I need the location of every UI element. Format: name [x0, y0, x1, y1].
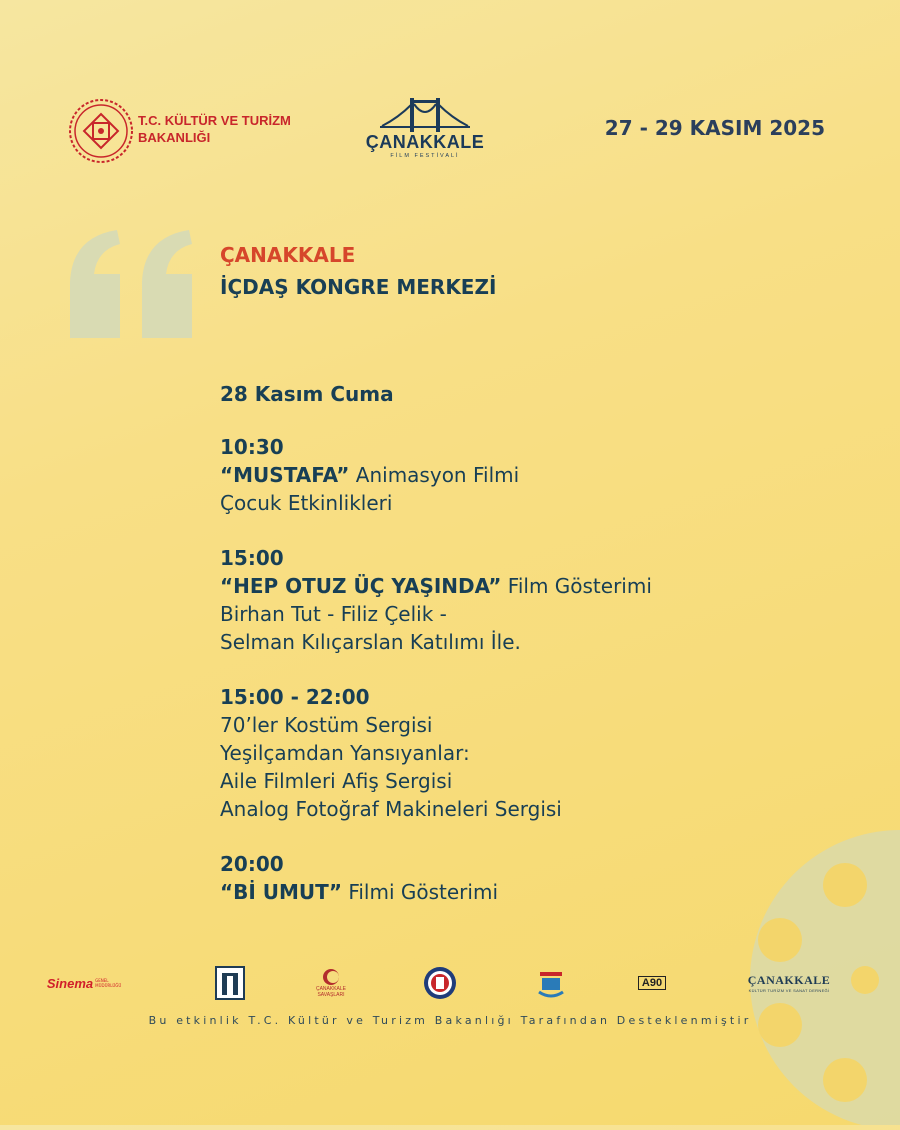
- ministry-seal-icon: [68, 98, 134, 164]
- festival-subtitle: FİLM FESTİVALİ: [390, 153, 460, 159]
- venue-name: İÇDAŞ KONGRE MERKEZİ: [220, 275, 497, 299]
- program-time: 20:00: [220, 852, 284, 876]
- canakkale-savaslari-logo: [310, 962, 352, 1004]
- event-dates: 27 - 29 KASIM 2025: [604, 116, 825, 140]
- program-time: 15:00: [220, 546, 284, 570]
- program-line: Yeşilçamdan Yansıyanlar:: [220, 741, 470, 765]
- venue-city: ÇANAKKALE: [220, 243, 356, 267]
- program-title-rest: Filmi Gösterimi: [341, 880, 499, 904]
- tower-logo-icon: [210, 962, 250, 1004]
- canakkale-dernek-logo: [745, 962, 833, 1004]
- program-title-rest: Film Gösterimi: [501, 574, 652, 598]
- footer-note: Bu etkinlik T.C. Kültür ve Turizm Bakanlığı Tarafından Desteklenmiştir: [148, 1014, 752, 1027]
- program-item: [220, 683, 840, 823]
- program-time: 15:00 - 22:00: [220, 685, 370, 709]
- a90-logo: [630, 962, 674, 1004]
- quote-mark-icon: [62, 222, 202, 342]
- program-time: 10:30: [220, 435, 284, 459]
- university-logo-icon: [420, 962, 460, 1004]
- savaslari-line2: SAVAŞLARI: [317, 992, 345, 998]
- program-line: Selman Kılıçarslan Katılımı İle.: [220, 630, 521, 654]
- dernek-subtitle: KÜLTÜR TURİZM VE SANAT DERNEĞİ: [748, 988, 830, 993]
- dernek-title: ÇANAKKALE: [747, 973, 831, 987]
- program-line: Birhan Tut - Filiz Çelik -: [220, 602, 447, 626]
- festival-logo: [360, 96, 490, 166]
- savaslari-line1: ÇANAKKALE: [315, 986, 346, 992]
- program-title: “Bİ UMUT”: [220, 880, 342, 904]
- bridge-icon: [380, 96, 470, 134]
- program-line: Aile Filmleri Afiş Sergisi: [220, 769, 453, 793]
- sinema-logo-sub: GENEL MÜDÜRLÜĞÜ: [95, 978, 122, 988]
- municipality-logo-icon: [530, 962, 572, 1004]
- program-line: Analog Fotoğraf Makineleri Sergisi: [220, 797, 562, 821]
- program-title: “MUSTAFA”: [220, 463, 350, 487]
- program-item: [220, 433, 840, 517]
- program-line: Çocuk Etkinlikleri: [220, 491, 393, 515]
- ministry-name-line2: BAKANLIĞI: [138, 130, 211, 145]
- crescent-icon: [322, 968, 340, 986]
- program-title: “HEP OTUZ ÜÇ YAŞINDA”: [220, 574, 502, 598]
- sinema-logo-text: Sinema: [46, 975, 94, 991]
- program-day: 28 Kasım Cuma: [220, 382, 394, 406]
- festival-title: ÇANAKKALE: [365, 132, 485, 152]
- sinema-logo: [46, 962, 122, 1004]
- a90-logo-text: A90: [638, 976, 666, 990]
- ministry-name-line1: T.C. KÜLTÜR VE TURİZM: [138, 113, 291, 128]
- program-line: 70’ler Kostüm Sergisi: [220, 713, 433, 737]
- program-title-rest: Animasyon Filmi: [349, 463, 520, 487]
- program-item: [220, 544, 840, 656]
- ministry-name: [138, 112, 318, 146]
